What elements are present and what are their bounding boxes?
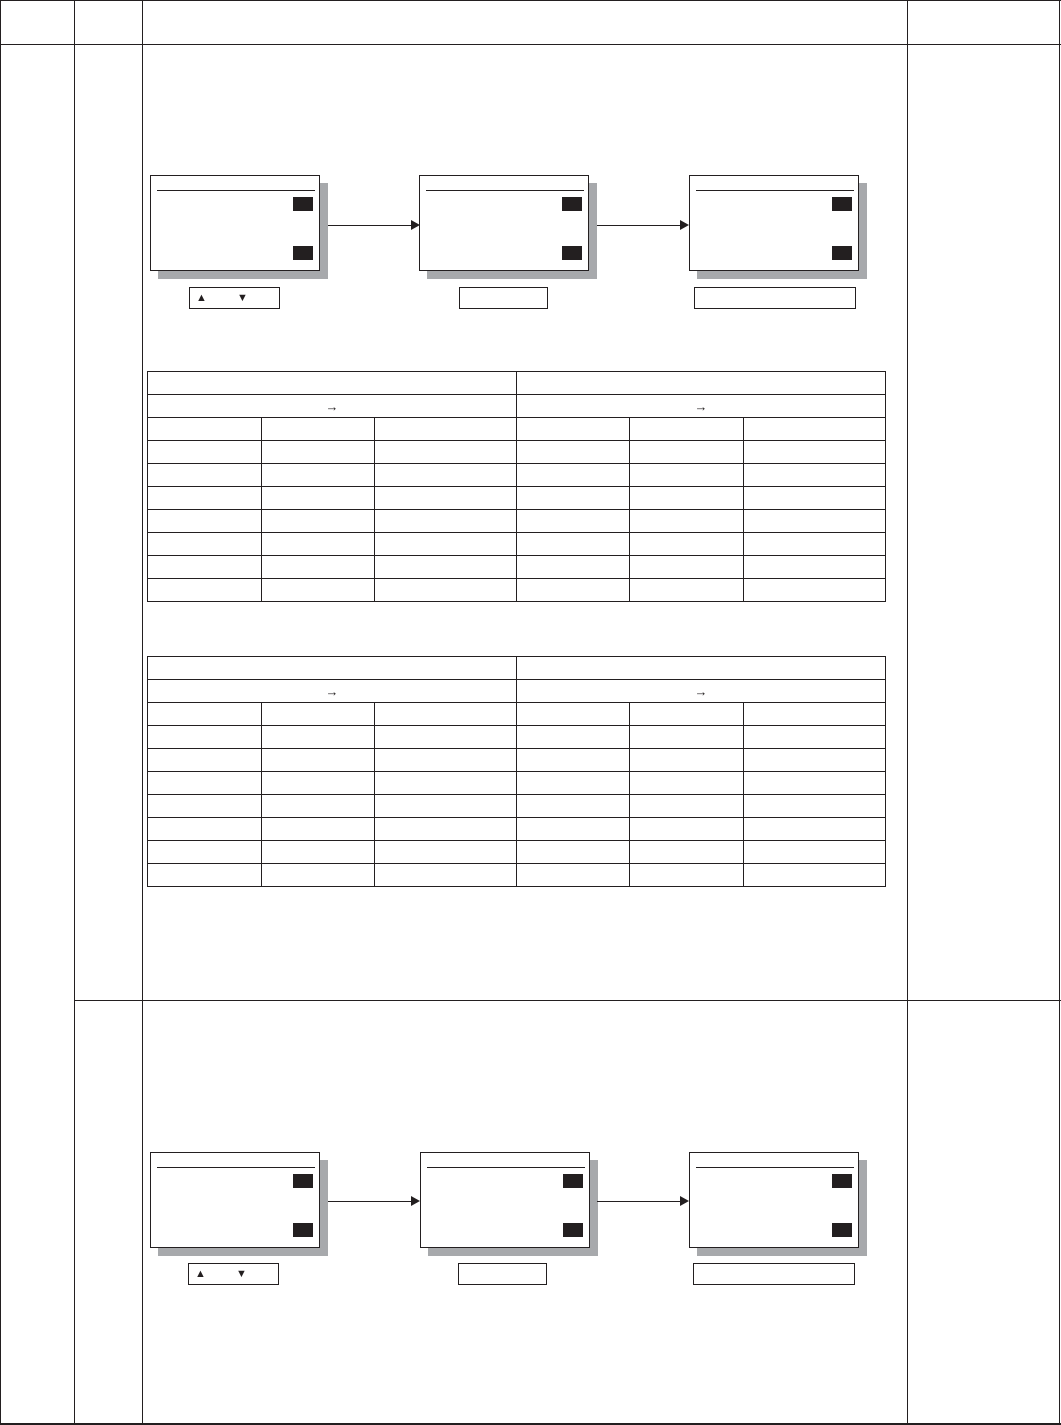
table-direction-row bbox=[148, 680, 886, 703]
direction-arrow-cell: → bbox=[517, 680, 886, 703]
table-row bbox=[148, 772, 886, 795]
table-cell bbox=[375, 556, 517, 579]
lcd-screen-3 bbox=[689, 1152, 859, 1248]
table-row bbox=[148, 418, 886, 441]
table-cell bbox=[375, 533, 517, 556]
table-row bbox=[148, 703, 886, 726]
table-cell bbox=[262, 556, 375, 579]
table-cell bbox=[262, 418, 375, 441]
table-cell bbox=[148, 726, 262, 749]
table-cell bbox=[744, 441, 886, 464]
column-divider-2 bbox=[74, 0, 75, 1425]
table-cell bbox=[517, 418, 630, 441]
table-cell bbox=[375, 703, 517, 726]
table-row bbox=[148, 749, 886, 772]
caption-box-middle bbox=[458, 1263, 547, 1285]
navigation-keys-box[interactable] bbox=[189, 287, 280, 309]
direction-arrow-cell: → bbox=[517, 395, 886, 418]
table-cell bbox=[375, 864, 517, 887]
table-body bbox=[148, 703, 886, 887]
table-cell bbox=[744, 818, 886, 841]
column-divider-3 bbox=[142, 0, 143, 1425]
table-direction-row bbox=[148, 395, 886, 418]
table-cell bbox=[375, 841, 517, 864]
group-header-cell bbox=[517, 372, 886, 395]
lcd-screen-3 bbox=[689, 175, 859, 271]
table-cell bbox=[375, 726, 517, 749]
table-cell bbox=[517, 441, 630, 464]
table-cell bbox=[517, 864, 630, 887]
table-cell bbox=[262, 533, 375, 556]
table-cell bbox=[517, 533, 630, 556]
table-row bbox=[148, 579, 886, 602]
table-cell bbox=[262, 749, 375, 772]
table-cell bbox=[148, 818, 262, 841]
table-cell bbox=[630, 795, 744, 818]
table-cell bbox=[262, 487, 375, 510]
table-cell bbox=[630, 556, 744, 579]
table-cell bbox=[744, 556, 886, 579]
caption-box-right bbox=[694, 287, 856, 309]
row-divider bbox=[74, 1000, 1061, 1001]
caption-box-middle bbox=[459, 287, 548, 309]
caption-box-right bbox=[693, 1263, 855, 1285]
table-cell bbox=[148, 772, 262, 795]
table-cell bbox=[375, 487, 517, 510]
table-cell bbox=[630, 510, 744, 533]
table-cell bbox=[262, 441, 375, 464]
group-header-cell bbox=[517, 657, 886, 680]
table-cell bbox=[262, 841, 375, 864]
table-cell bbox=[744, 772, 886, 795]
table-cell bbox=[148, 510, 262, 533]
table-row bbox=[148, 795, 886, 818]
table-cell bbox=[262, 772, 375, 795]
table-cell bbox=[744, 795, 886, 818]
table-cell bbox=[375, 772, 517, 795]
table-group-header-row bbox=[148, 657, 886, 680]
table-cell bbox=[630, 749, 744, 772]
soft-key-top[interactable] bbox=[293, 1174, 313, 1188]
soft-key-top[interactable] bbox=[293, 197, 313, 211]
table-cell bbox=[517, 579, 630, 602]
table-row bbox=[148, 487, 886, 510]
table-cell bbox=[630, 579, 744, 602]
flow-arrow bbox=[328, 225, 418, 226]
table-cell bbox=[148, 841, 262, 864]
table-cell bbox=[517, 703, 630, 726]
table-cell bbox=[630, 772, 744, 795]
table-cell bbox=[744, 418, 886, 441]
table-row bbox=[148, 510, 886, 533]
table-cell bbox=[262, 795, 375, 818]
frame-right-border bbox=[1059, 0, 1060, 1425]
table-cell bbox=[630, 864, 744, 887]
table-cell bbox=[517, 772, 630, 795]
table-cell bbox=[262, 864, 375, 887]
soft-key-top[interactable] bbox=[562, 197, 582, 211]
table-cell bbox=[744, 579, 886, 602]
table-row bbox=[148, 726, 886, 749]
flow-arrow bbox=[597, 225, 687, 226]
group-header-cell bbox=[148, 657, 517, 680]
table-cell bbox=[148, 579, 262, 602]
table-row bbox=[148, 533, 886, 556]
table-cell bbox=[517, 841, 630, 864]
soft-key-bottom[interactable] bbox=[562, 246, 582, 260]
table-cell bbox=[517, 556, 630, 579]
data-table-upper bbox=[147, 371, 886, 602]
arrow-down-icon: ▼ bbox=[237, 292, 248, 304]
table-row bbox=[148, 441, 886, 464]
table-cell bbox=[148, 418, 262, 441]
table-cell bbox=[148, 487, 262, 510]
soft-key-bottom[interactable] bbox=[563, 1223, 583, 1237]
table-cell bbox=[375, 579, 517, 602]
table-cell bbox=[630, 726, 744, 749]
table-cell bbox=[517, 749, 630, 772]
flow-arrow bbox=[328, 1201, 418, 1202]
table-row bbox=[148, 841, 886, 864]
table-cell bbox=[517, 510, 630, 533]
table-cell bbox=[375, 418, 517, 441]
lcd-screen-1 bbox=[150, 175, 320, 271]
table-cell bbox=[744, 487, 886, 510]
table-cell bbox=[262, 703, 375, 726]
table-cell bbox=[517, 464, 630, 487]
table-cell bbox=[744, 749, 886, 772]
table-cell bbox=[744, 510, 886, 533]
table-cell bbox=[744, 703, 886, 726]
table-cell bbox=[517, 726, 630, 749]
header-bottom-border bbox=[0, 44, 1061, 45]
table-cell bbox=[517, 487, 630, 510]
table-cell bbox=[630, 818, 744, 841]
column-divider-4 bbox=[907, 0, 908, 1425]
table-cell bbox=[148, 864, 262, 887]
table-body bbox=[148, 418, 886, 602]
soft-key-bottom[interactable] bbox=[832, 1223, 852, 1237]
soft-key-bottom[interactable] bbox=[293, 1223, 313, 1237]
navigation-keys-box[interactable] bbox=[188, 1263, 279, 1285]
table-cell bbox=[630, 418, 744, 441]
table-cell bbox=[375, 818, 517, 841]
table-cell bbox=[744, 841, 886, 864]
table-cell bbox=[148, 556, 262, 579]
flow-arrow bbox=[597, 1201, 687, 1202]
table-row bbox=[148, 818, 886, 841]
table-cell bbox=[148, 795, 262, 818]
arrow-up-icon: ▲ bbox=[196, 292, 207, 304]
table-cell bbox=[262, 726, 375, 749]
table-cell bbox=[630, 464, 744, 487]
table-group-header-row bbox=[148, 372, 886, 395]
soft-key-bottom[interactable] bbox=[832, 246, 852, 260]
table-row bbox=[148, 864, 886, 887]
table-cell bbox=[148, 441, 262, 464]
table-cell bbox=[630, 703, 744, 726]
column-divider-1 bbox=[0, 0, 1, 1425]
soft-key-top[interactable] bbox=[832, 197, 852, 211]
table-cell bbox=[517, 818, 630, 841]
soft-key-top[interactable] bbox=[832, 1174, 852, 1188]
table-cell bbox=[148, 533, 262, 556]
table-cell bbox=[375, 464, 517, 487]
lcd-screen-2 bbox=[419, 175, 589, 271]
table-cell bbox=[375, 510, 517, 533]
table-row bbox=[148, 464, 886, 487]
table-cell bbox=[630, 441, 744, 464]
table-cell bbox=[744, 464, 886, 487]
lcd-screen-1 bbox=[150, 1152, 320, 1248]
lcd-screen-2 bbox=[420, 1152, 590, 1248]
table-cell bbox=[630, 533, 744, 556]
arrow-down-icon: ▼ bbox=[236, 1268, 247, 1280]
table-cell bbox=[148, 464, 262, 487]
arrow-up-icon: ▲ bbox=[195, 1268, 206, 1280]
table-cell bbox=[375, 795, 517, 818]
table-cell bbox=[744, 533, 886, 556]
table-cell bbox=[630, 487, 744, 510]
table-cell bbox=[148, 749, 262, 772]
direction-arrow-cell: → bbox=[148, 395, 517, 418]
table-cell bbox=[375, 749, 517, 772]
frame-top-border bbox=[0, 0, 1061, 1]
table-cell bbox=[630, 841, 744, 864]
direction-arrow-cell: → bbox=[148, 680, 517, 703]
soft-key-bottom[interactable] bbox=[293, 246, 313, 260]
table-cell bbox=[744, 864, 886, 887]
soft-key-top[interactable] bbox=[563, 1174, 583, 1188]
table-cell bbox=[744, 726, 886, 749]
table-cell bbox=[262, 464, 375, 487]
group-header-cell bbox=[148, 372, 517, 395]
table-cell bbox=[262, 579, 375, 602]
table-cell bbox=[375, 441, 517, 464]
table-cell bbox=[517, 795, 630, 818]
table-cell bbox=[148, 703, 262, 726]
table-cell bbox=[262, 510, 375, 533]
data-table-lower bbox=[147, 656, 886, 887]
table-cell bbox=[262, 818, 375, 841]
table-row bbox=[148, 556, 886, 579]
